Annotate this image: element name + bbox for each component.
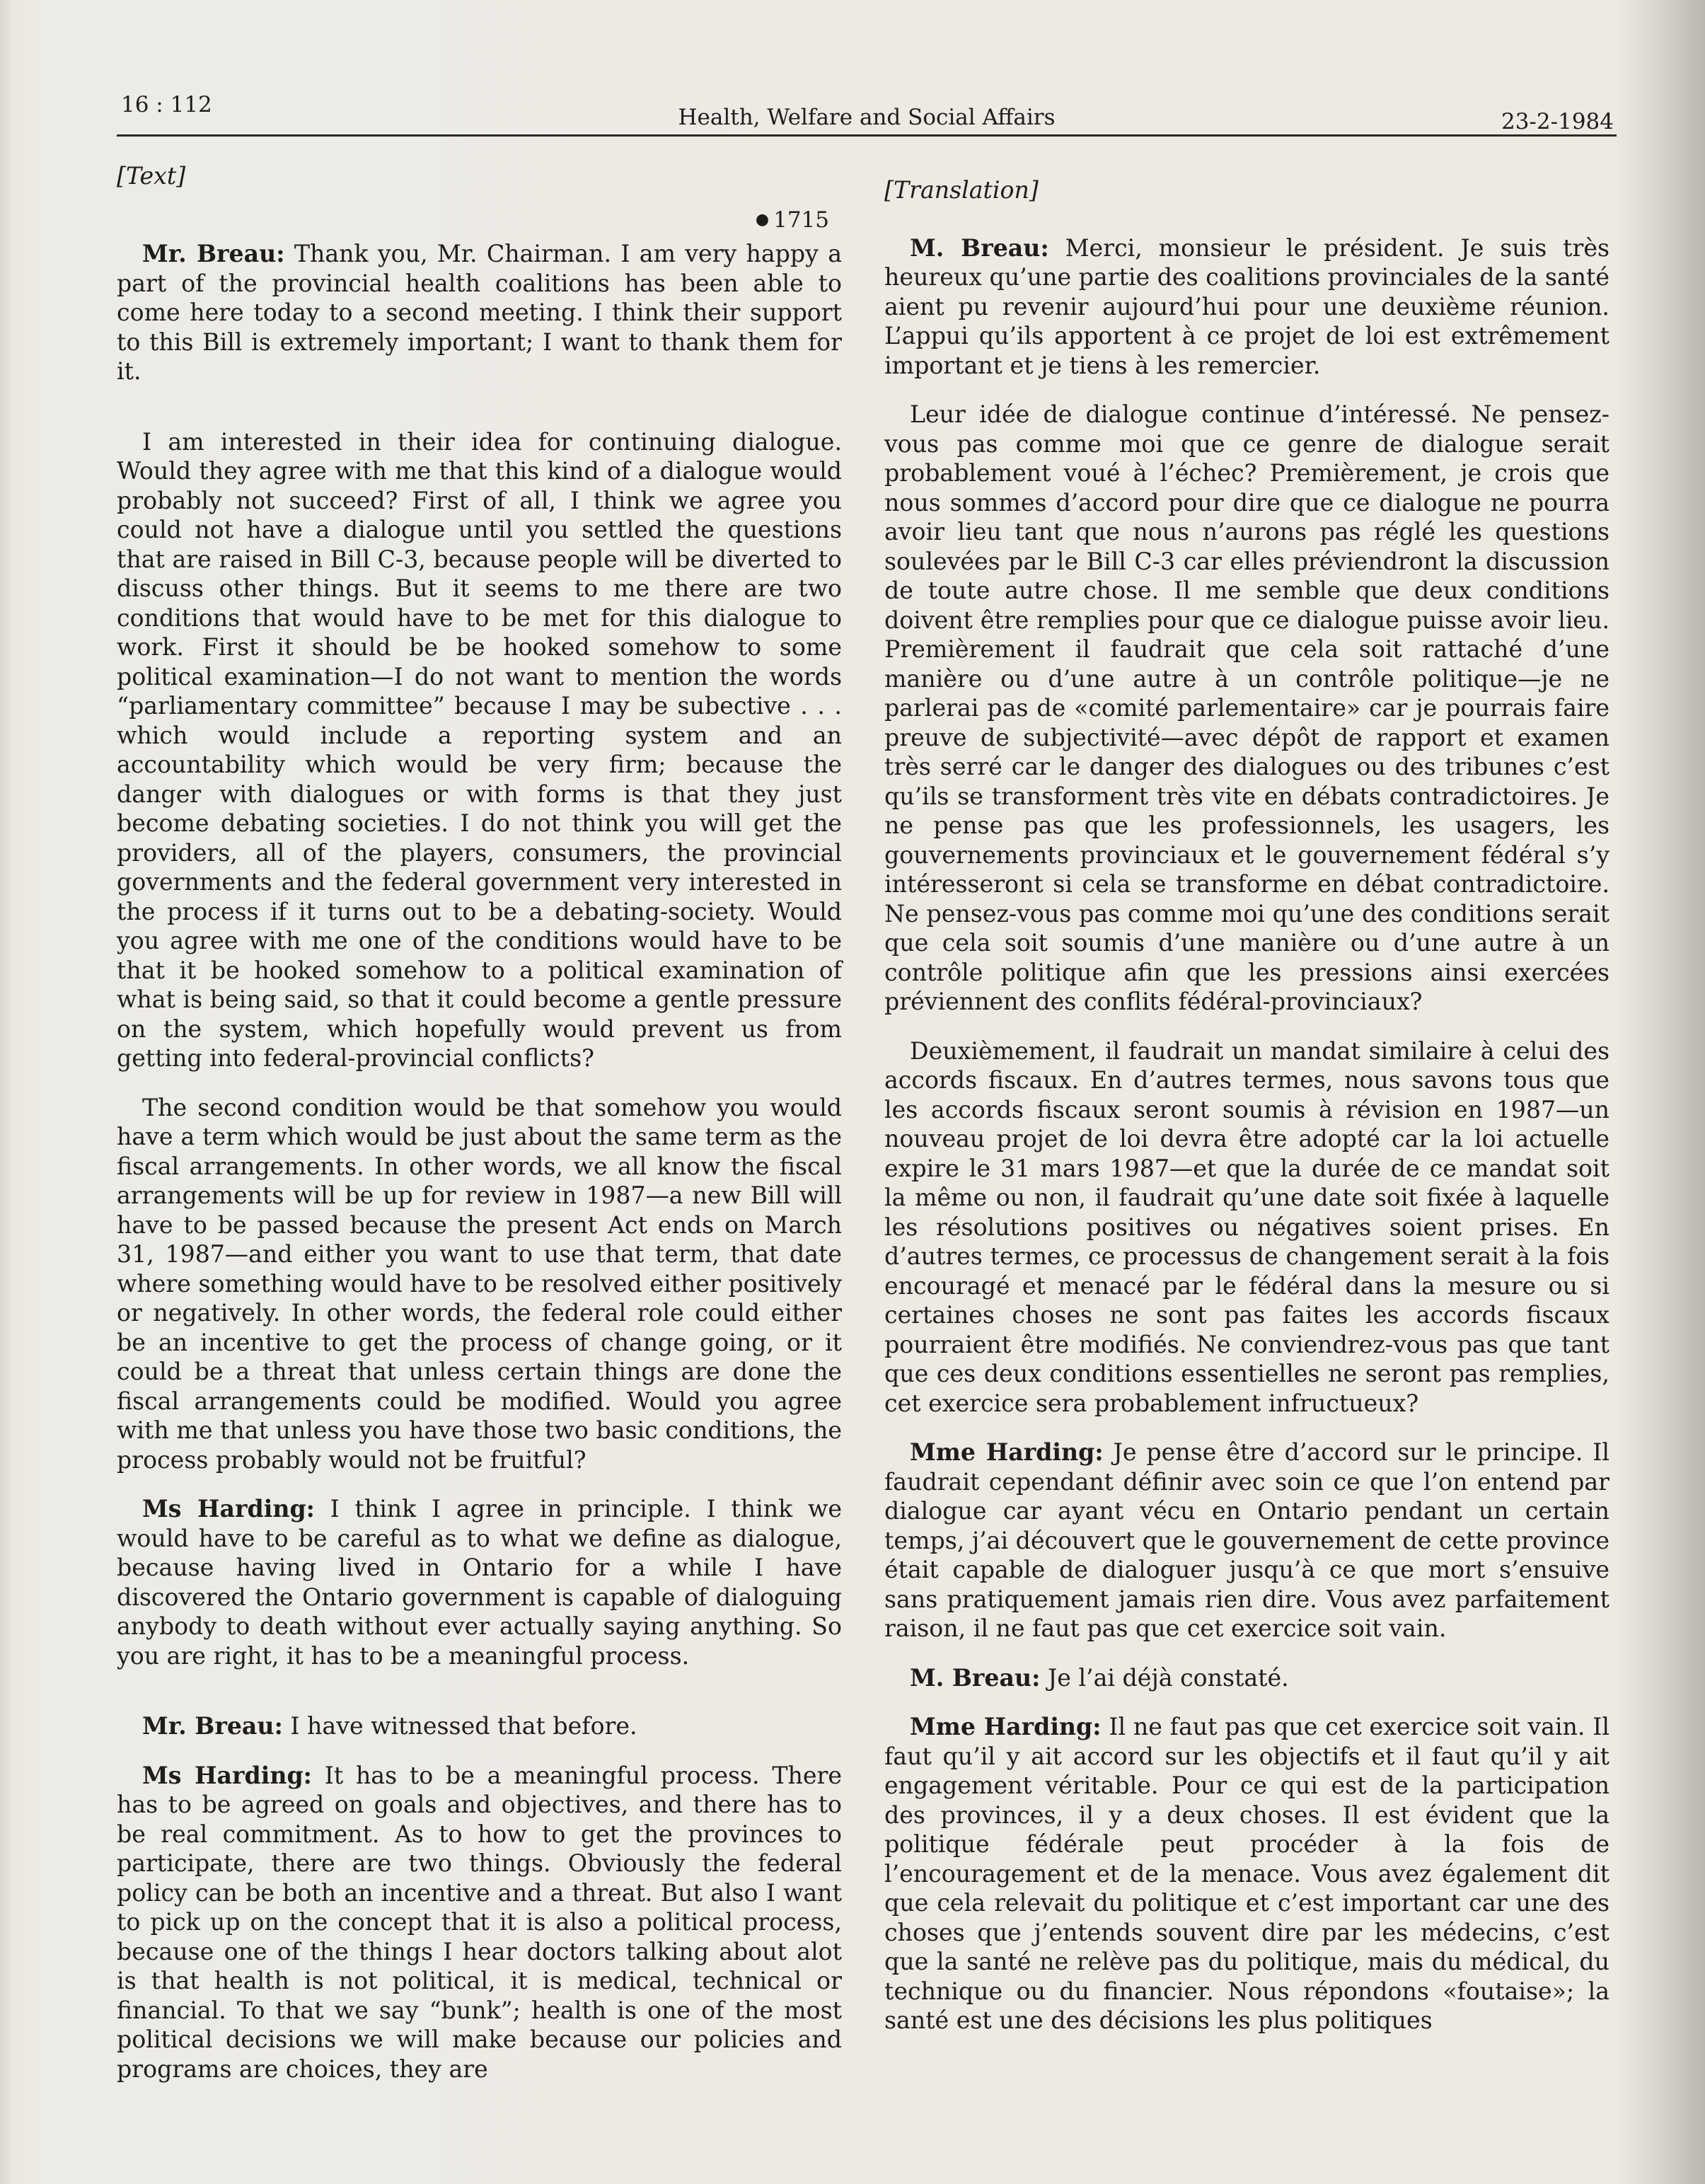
column-label-text: [Text]	[117, 162, 186, 190]
time-stamp	[117, 205, 829, 236]
paragraph	[117, 1761, 842, 2084]
bullet-icon: ●	[755, 210, 770, 229]
paragraph-text: The second condition would be that somehow you would have a term which would be just about the same term as the fiscal arrangements. In other words, we all know the fiscal arrangements will be up for review in 1987—a new Bill will have to be passed because the present Act ends on March 31, 1987—and either you want to use that term, that date where something would have to be resolved either positively or negatively. In other words, the federal role could either be an incentive to get the process of change going, or it could be a threat that unless certain things are done the fiscal arrangements could be modified. Would you agree with me that unless you have those two basic conditions, the process probably would not be fruitful?	[117, 1093, 842, 1474]
speaker-name: Mr. Breau:	[142, 1712, 283, 1740]
paragraph	[117, 239, 842, 386]
paragraph	[884, 1438, 1609, 1643]
speaker-name: Ms Harding:	[142, 1495, 315, 1523]
time-stamp-value: 1715	[773, 207, 829, 233]
paragraph-text: Merci, monsieur le président. Je suis très heureux qu’une partie des coalitions provinciales de la santé aient pu revenir aujourd’hui pour une deuxième réunion. L’appui qu’ils apportent à ce projet de loi est extrêmement important et je tiens à les remercier.	[884, 233, 1609, 379]
paragraph-text: I am interested in their idea for continuing dialogue. Would they agree with me that this kind of a dialogue would probably not succeed? First of all, I think we agree you could not have a dialogue until you settled the questions that are raised in Bill C-3, because people will be diverted to discuss other things. But it seems to me there are two conditions that would have to be met for this dialogue to work. First it should be be hooked somehow to some political examination—I do not want to mention the words “parliamentary committee” because I may be subective . . . which would include a reporting system and an accountability which would be very firm; because the danger with dialogues or with forms is that they just become debating societies. I do not think you will get the providers, all of the players, consumers, the provincial governments and the federal government very interested in the process if it turns out to be a debating-society. Would you agree with me one of the conditions would have to be that it be hooked somehow to a political examination of what is being said, so that it could become a gentle pressure on the system, which hopefully would prevent us from getting into federal-provincial conflicts?	[117, 427, 842, 1072]
french-column	[884, 175, 1609, 2055]
paragraph-text: I have witnessed that before.	[290, 1712, 637, 1740]
paragraph-text: Leur idée de dialogue continue d’intéressé. Ne pensez-vous pas comme moi que ce genre de dialogue serait probablement voué à l’échec? Premièrement, je crois que nous sommes d’accord pour dire que ce dialogue ne pourra avoir lieu tant que nous n’aurons pas réglé les questions soulevées par le Bill C-3 car elles préviendront la discussion de toute autre chose. Il me semble que deux conditions doivent être remplies pour que ce dialogue puisse avoir lieu. Premièrement il faudrait que cela soit rattaché d’une manière ou d’une autre à un contrôle politique—je ne parlerai pas de «comité parlementaire» car je pourrais faire preuve de subjectivité—avec dépôt de rapport et examen très serré car le danger des dialogues ou des tribunes c’est qu’ils se transforment très vite en débats contradictoires. Je ne pense pas que les professionnels, les usagers, les gouvernements provinciaux et le gouvernement fédéral s’y intéresseront si cela se transforme en débat contradictoire. Ne pensez-vous pas comme moi qu’une des conditions serait que cela soit soumis d’une manière ou d’une autre à un contrôle politique afin que les pressions ainsi exercées préviennent des conflits fédéral-provinciaux?	[884, 400, 1609, 1015]
paragraph-text: I think I agree in principle. I think we would have to be careful as to what we define as dialogue, because having lived in Ontario for a while I have discovered the Ontario government is capable of dialoguing anybody to death without ever actually saying anything. So you are right, it has to be a meaningful process.	[117, 1495, 842, 1670]
publication-title: Health, Welfare and Social Affairs	[678, 105, 1056, 130]
column-label-translation: [Translation]	[884, 176, 1039, 204]
paragraph	[884, 233, 1609, 381]
paragraph-text: Deuxièmement, il faudrait un mandat similaire à celui des accords fiscaux. En d’autres termes, nous savons tous que les accords fiscaux seront soumis à révision en 1987—un nouveau projet de loi devra être adopté car la loi actuelle expire le 31 mars 1987—et que la durée de ce mandat soit la même ou non, il faudrait qu’une date soit fixée à laquelle les résolutions positives ou négatives soient prises. En d’autres termes, ce processus de changement serait à la fois encouragé et menacé par le fédéral dans la mesure ou si certaines choses ne sont pas faites les accords fiscaux pourraient être modifiés. Ne conviendrez-vous pas que tant que ces deux conditions essentielles ne seront pas remplies, cet exercice sera probablement infructueux?	[884, 1036, 1609, 1417]
paragraph	[117, 1711, 842, 1741]
paragraph	[884, 400, 1609, 1017]
paragraph	[884, 1712, 1609, 2035]
paragraph	[117, 1494, 842, 1670]
paragraph-text: Je pense être d’accord sur le principe. Il faudrait cependant définir avec soin ce que l’on entend par dialogue car ayant vécu en Ontario pendant un certain temps, j’ai découvert que le gouvernement de cette province était capable de dialoguer jusqu’à ce que mort s’ensuive sans pratiquement jamais rien dire. Vous avez parfaitement raison, il ne faut pas que cet exercice soit vain.	[884, 1438, 1610, 1642]
speaker-name: M. Breau:	[910, 233, 1049, 262]
speaker-name: M. Breau:	[910, 1663, 1041, 1692]
paragraph	[117, 427, 842, 1073]
english-column	[117, 161, 842, 2103]
speaker-name: Mme Harding:	[910, 1438, 1104, 1466]
paragraph	[117, 1093, 842, 1475]
page-number: 16 : 112	[121, 92, 212, 117]
running-header	[117, 92, 1617, 137]
speaker-name: Mme Harding:	[910, 1713, 1102, 1740]
paragraph-text: Je l’ai déjà constaté.	[1047, 1663, 1289, 1692]
speaker-name: Ms Harding:	[142, 1761, 312, 1789]
paragraph-text: Thank you, Mr. Chairman. I am very happy a part of the provincial health coalitions has been able to come here today to a second meeting. I think their support to this Bill is extremely important; I want to thank them for it.	[117, 240, 842, 385]
paragraph-text: Il ne faut pas que cet exercice soit vain. Il faut qu’il y ait accord sur les objectifs et il faut qu’il y ait engagement véritable. Pour ce qui est de la participation des provinces, il y a deux choses. Il est évident que la politique fédérale peut procéder à la fois de l’encouragement et de la menace. Vous avez également dit que cela relevait du politique et c’est important car une des choses que j’entends souvent dire par les médecins, c’est que la santé ne relève pas du politique, mais du médical, du technique ou du financier. Nous répondons «foutaise»; la santé est une des décisions les plus politiques	[884, 1713, 1609, 2034]
speaker-name: Mr. Breau:	[142, 240, 285, 267]
paragraph	[884, 1663, 1609, 1693]
paragraph	[884, 1036, 1609, 1419]
sitting-date: 23-2-1984	[1501, 109, 1614, 134]
paragraph-text: It has to be a meaningful process. There has to be agreed on goals and objectives, and there has to be real commitment. As to how to get the provinces to participate, there are two things. Obviously the federal policy can be both an incentive and a threat. But also I want to pick up on the concept that it is also a political process, because one of the things I hear doctors talking about alot is that health is not political, it is medical, technical or financial. To that we say “bunk”; health is one of the most political decisions we will make because our policies and programs are choices, they are	[117, 1761, 842, 2083]
